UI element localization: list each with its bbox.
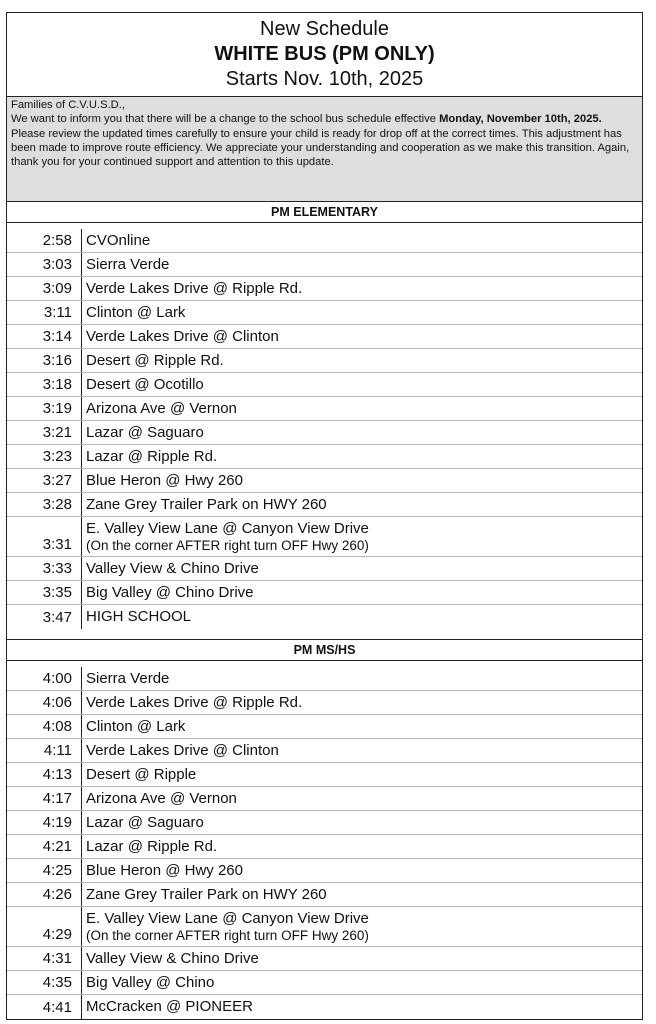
schedule-row xyxy=(7,301,642,325)
stop-location: McCracken @ PIONEER xyxy=(86,998,253,1015)
stop-location: Lazar @ Ripple Rd. xyxy=(86,837,218,855)
stop-location: Clinton @ Lark xyxy=(86,303,186,321)
schedule-row xyxy=(7,763,642,787)
stop-location: Desert @ Ripple Rd. xyxy=(86,351,224,369)
schedule-row xyxy=(7,373,642,397)
stop-location-cell xyxy=(81,715,642,738)
stop-location-cell xyxy=(81,739,642,762)
stop-location: Lazar @ Ripple Rd. xyxy=(86,447,218,465)
stop-time: 4:00 xyxy=(42,670,72,687)
stop-time: 4:31 xyxy=(42,950,72,967)
header-line-new-schedule: New Schedule xyxy=(260,18,389,40)
stop-time: 4:26 xyxy=(42,886,72,903)
stop-time: 4:11 xyxy=(43,742,72,759)
stop-location-cell xyxy=(81,947,642,970)
notice-effective-date: Monday, November 10th, 2025. xyxy=(439,113,602,126)
stop-location-cell xyxy=(81,277,642,300)
stop-location: Arizona Ave @ Vernon xyxy=(86,789,237,807)
stop-location: Desert @ Ripple xyxy=(86,765,197,783)
schedule-row xyxy=(7,229,642,253)
stop-time: 3:11 xyxy=(43,304,72,321)
stop-location: Verde Lakes Drive @ Ripple Rd. xyxy=(86,279,303,297)
schedule-row xyxy=(7,971,642,995)
schedule-row xyxy=(7,605,642,629)
stop-location: Big Valley @ Chino xyxy=(86,973,215,991)
stop-location-cell xyxy=(81,469,642,492)
schedule-row xyxy=(7,667,642,691)
stop-location: E. Valley View Lane @ Canyon View Drive xyxy=(86,519,369,537)
stop-location: Blue Heron @ Hwy 260 xyxy=(86,471,243,489)
section-title-mshs: PM MS/HS xyxy=(7,640,642,661)
stop-location: Blue Heron @ Hwy 260 xyxy=(86,861,243,879)
stop-location-cell xyxy=(81,253,642,276)
schedule-row xyxy=(7,883,642,907)
schedule-row xyxy=(7,325,642,349)
notice-text-before: We want to inform you that there will be a change to the school bus schedule effective xyxy=(11,113,440,126)
stop-location: Big Valley @ Chino Drive xyxy=(86,583,254,601)
schedule-row xyxy=(7,691,642,715)
stop-location: HIGH SCHOOL xyxy=(86,608,192,625)
stop-time: 4:41 xyxy=(42,998,72,1016)
stop-location-cell xyxy=(81,229,642,252)
section-title-elementary: PM ELEMENTARY xyxy=(7,202,642,223)
stop-location-cell xyxy=(81,605,642,629)
stop-time: 3:14 xyxy=(42,328,72,345)
schedule-sheet xyxy=(6,12,643,1020)
schedule-row xyxy=(7,277,642,301)
stop-location-cell xyxy=(81,995,642,1019)
stop-location: CVOnline xyxy=(86,231,151,249)
stop-time: 3:19 xyxy=(42,400,72,417)
stop-location: Valley View & Chino Drive xyxy=(86,559,259,577)
schedule-row xyxy=(7,469,642,493)
stop-location: Clinton @ Lark xyxy=(86,717,186,735)
stop-time: 4:19 xyxy=(42,814,72,831)
stop-location: Lazar @ Saguaro xyxy=(86,423,204,441)
stop-location-cell xyxy=(81,667,642,690)
stop-location-cell xyxy=(81,811,642,834)
stop-location-cell xyxy=(81,325,642,348)
stop-time: 4:08 xyxy=(42,718,72,735)
stop-time: 3:16 xyxy=(42,352,72,369)
header-line-bus-name: WHITE BUS (PM ONLY) xyxy=(214,43,435,65)
schedule-row xyxy=(7,715,642,739)
stop-location-cell xyxy=(81,883,642,906)
stop-location-cell xyxy=(81,493,642,516)
stop-location: E. Valley View Lane @ Canyon View Drive xyxy=(86,909,369,927)
stop-location-cell xyxy=(81,835,642,858)
stop-time: 3:31 xyxy=(42,536,72,553)
section-spacer xyxy=(7,629,642,640)
stop-location: Lazar @ Saguaro xyxy=(86,813,204,831)
notice-body xyxy=(11,112,636,169)
schedule-row xyxy=(7,995,642,1019)
stop-location: Verde Lakes Drive @ Ripple Rd. xyxy=(86,693,303,711)
stop-location: Arizona Ave @ Vernon xyxy=(86,399,237,417)
schedule-row xyxy=(7,557,642,581)
stop-location-cell xyxy=(81,581,642,604)
schedule-row xyxy=(7,517,642,557)
elementary-rows xyxy=(7,229,642,629)
stop-time: 3:18 xyxy=(42,376,72,393)
schedule-row xyxy=(7,811,642,835)
schedule-row xyxy=(7,397,642,421)
stop-time: 3:27 xyxy=(42,472,72,489)
stop-location-cell xyxy=(81,859,642,882)
schedule-row xyxy=(7,445,642,469)
stop-time: 3:03 xyxy=(42,256,72,273)
notice-greeting: Families of C.V.U.S.D., xyxy=(11,99,125,111)
stop-time: 4:13 xyxy=(42,766,72,783)
stop-time: 4:25 xyxy=(42,862,72,879)
stop-location-cell xyxy=(81,421,642,444)
stop-time: 4:21 xyxy=(42,838,72,855)
stop-location: Sierra Verde xyxy=(86,669,170,687)
stop-time: 4:35 xyxy=(42,974,72,991)
stop-location-cell xyxy=(81,557,642,580)
mshs-rows xyxy=(7,667,642,1019)
stop-time: 3:23 xyxy=(42,448,72,465)
schedule-row xyxy=(7,421,642,445)
schedule-row xyxy=(7,787,642,811)
schedule-row xyxy=(7,859,642,883)
stop-time: 4:06 xyxy=(42,694,72,711)
stop-location: Valley View & Chino Drive xyxy=(86,949,259,967)
stop-time: 3:47 xyxy=(42,608,72,626)
schedule-header xyxy=(7,13,642,97)
stop-location-cell xyxy=(81,691,642,714)
stop-location-cell xyxy=(81,787,642,810)
schedule-row xyxy=(7,835,642,859)
schedule-row xyxy=(7,581,642,605)
stop-note: (On the corner AFTER right turn OFF Hwy 260) xyxy=(86,927,369,943)
schedule-row xyxy=(7,947,642,971)
stop-location: Zane Grey Trailer Park on HWY 260 xyxy=(86,885,327,903)
stop-time: 3:35 xyxy=(42,584,72,601)
stop-time: 3:21 xyxy=(42,424,72,441)
stop-location-cell xyxy=(81,517,642,556)
stop-location-cell xyxy=(81,397,642,420)
stop-location-cell xyxy=(81,349,642,372)
stop-note: (On the corner AFTER right turn OFF Hwy 260) xyxy=(86,537,369,553)
stop-location: Desert @ Ocotillo xyxy=(86,375,204,393)
stop-time: 3:09 xyxy=(42,280,72,297)
header-line-start-date: Starts Nov. 10th, 2025 xyxy=(225,68,424,90)
schedule-row xyxy=(7,349,642,373)
schedule-row xyxy=(7,739,642,763)
schedule-row xyxy=(7,253,642,277)
stop-location-cell xyxy=(81,373,642,396)
stop-time: 2:58 xyxy=(42,232,72,249)
stop-time: 4:29 xyxy=(42,926,72,943)
stop-location-cell xyxy=(81,445,642,468)
stop-time: 3:33 xyxy=(42,560,72,577)
notice-box xyxy=(7,97,642,202)
notice-text-after: Please review the updated times carefully to ensure your child is ready for drop off at the correct times. This adjustment has been made to improve route efficiency. We appreciate your understanding and cooperation as we make this transition. Again, thank you for your continued support and attention to this update. xyxy=(11,127,630,169)
stop-location: Zane Grey Trailer Park on HWY 260 xyxy=(86,495,327,513)
stop-location-cell xyxy=(81,763,642,786)
stop-location: Verde Lakes Drive @ Clinton xyxy=(86,327,279,345)
stop-location-cell xyxy=(81,971,642,994)
stop-location: Sierra Verde xyxy=(86,255,170,273)
stop-time: 3:28 xyxy=(42,496,72,513)
stop-location-cell xyxy=(81,301,642,324)
schedule-row xyxy=(7,907,642,947)
stop-time: 4:17 xyxy=(42,790,72,807)
schedule-row xyxy=(7,493,642,517)
stop-location-cell xyxy=(81,907,642,946)
stop-location: Verde Lakes Drive @ Clinton xyxy=(86,741,279,759)
